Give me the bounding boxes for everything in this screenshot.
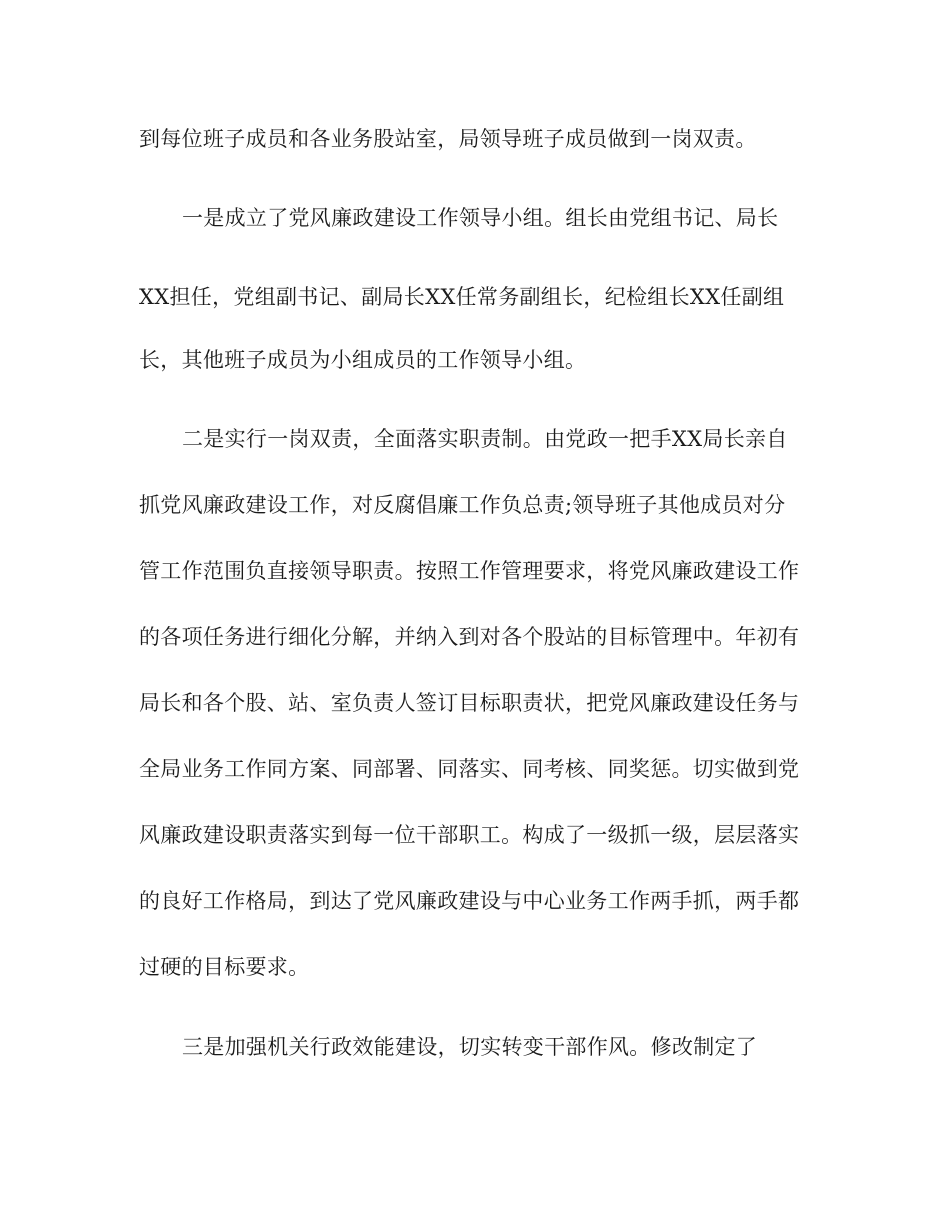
text-line: XX担任，党组副书记、副局长XX任常务副组长，纪检组长XX任副组: [139, 285, 785, 309]
text-line: 局长和各个股、站、室负责人签订目标职责状，把党风廉政建设任务与: [139, 691, 800, 715]
text-line: 的良好工作格局，到达了党风廉政建设与中心业务工作两手抓，两手都: [139, 889, 800, 913]
text-line: 抓党风廉政建设工作，对反腐倡廉工作负总责;领导班子其他成员对分: [139, 493, 786, 517]
text-line: 过硬的目标要求。: [139, 955, 310, 979]
paragraph-first-line: 二是实行一岗双责，全面落实职责制。由党政一把手XX局长亲自: [182, 427, 788, 451]
paragraph-first-line: 三是加强机关行政效能建设，切实转变干部作风。修改制定了: [182, 1035, 758, 1059]
text-line: 长，其他班子成员为小组成员的工作领导小组。: [139, 348, 587, 372]
paragraph-first-line: 一是成立了党风廉政建设工作领导小组。组长由党组书记、局长: [182, 206, 779, 230]
text-line: 管工作范围负直接领导职责。按照工作管理要求，将党风廉政建设工作: [139, 559, 800, 583]
text-line: 到每位班子成员和各业务股站室，局领导班子成员做到一岗双责。: [139, 127, 757, 151]
text-line: 风廉政建设职责落实到每一位干部职工。构成了一级抓一级，层层落实: [139, 823, 800, 847]
text-line: 全局业务工作同方案、同部署、同落实、同考核、同奖惩。切实做到党: [139, 757, 800, 781]
text-line: 的各项任务进行细化分解，并纳入到对各个股站的目标管理中。年初有: [139, 625, 800, 649]
